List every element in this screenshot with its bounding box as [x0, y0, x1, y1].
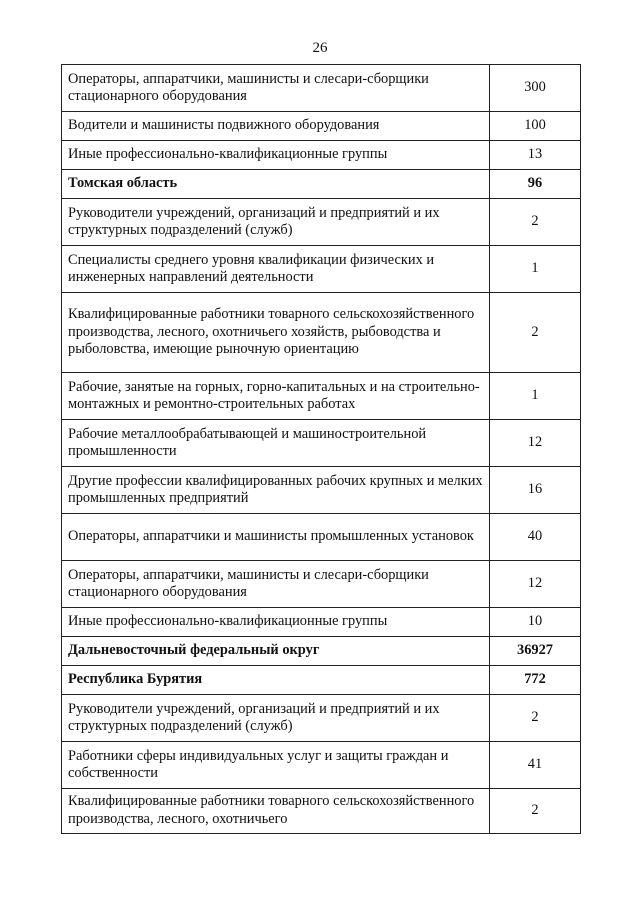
row-name: Рабочие металлообрабатывающей и машиностроительной промышленности: [62, 420, 490, 467]
row-value: 13: [490, 141, 581, 170]
row-value: 40: [490, 514, 581, 561]
row-name: Другие профессии квалифицированных рабочих крупных и мелких промышленных предприятий: [62, 467, 490, 514]
row-value: 100: [490, 112, 581, 141]
row-value: 12: [490, 561, 581, 608]
page-number: 26: [312, 40, 328, 56]
table-row: [62, 742, 581, 789]
row-name: Иные профессионально-квалификационные группы: [62, 141, 490, 170]
row-value: 12: [490, 420, 581, 467]
region-row: [62, 666, 581, 695]
table-row: [62, 420, 581, 467]
table-row: [62, 141, 581, 170]
table-row: [62, 514, 581, 561]
row-name: Руководители учреждений, организаций и предприятий и их структурных подразделений (служб): [62, 199, 490, 246]
region-name: Томская область: [62, 170, 490, 199]
table-row: [62, 467, 581, 514]
table-row: [62, 246, 581, 293]
table-row: [62, 695, 581, 742]
row-value: 2: [490, 789, 581, 834]
table-row: [62, 112, 581, 141]
row-value: 41: [490, 742, 581, 789]
row-name: Работники сферы индивидуальных услуг и защиты граждан и собственности: [62, 742, 490, 789]
row-name: Специалисты среднего уровня квалификации физических и инженерных направлений деятельности: [62, 246, 490, 293]
row-value: 2: [490, 199, 581, 246]
region-name: Республика Бурятия: [62, 666, 490, 695]
row-name: Водители и машинисты подвижного оборудования: [62, 112, 490, 141]
row-name: Операторы, аппаратчики, машинисты и слесари-сборщики стационарного оборудования: [62, 65, 490, 112]
row-value: 1: [490, 373, 581, 420]
district-total: 36927: [490, 637, 581, 666]
table-row: [62, 561, 581, 608]
region-total: 772: [490, 666, 581, 695]
table-row: [62, 65, 581, 112]
table-row: [62, 293, 581, 373]
row-value: 2: [490, 695, 581, 742]
district-row: [62, 637, 581, 666]
district-name: Дальневосточный федеральный округ: [62, 637, 490, 666]
row-value: 1: [490, 246, 581, 293]
table-row: [62, 608, 581, 637]
row-value: 10: [490, 608, 581, 637]
row-name: Операторы, аппаратчики, машинисты и слесари-сборщики стационарного оборудования: [62, 561, 490, 608]
row-name: Иные профессионально-квалификационные группы: [62, 608, 490, 637]
region-row: [62, 170, 581, 199]
table-row: [62, 789, 581, 834]
table-row: [62, 199, 581, 246]
row-value: 2: [490, 293, 581, 373]
row-name: Руководители учреждений, организаций и предприятий и их структурных подразделений (служб): [62, 695, 490, 742]
region-total: 96: [490, 170, 581, 199]
row-value: 16: [490, 467, 581, 514]
row-name: Квалифицированные работники товарного сельскохозяйственного производства, лесного, охотничьего: [62, 789, 490, 834]
row-value: 300: [490, 65, 581, 112]
row-name: Квалифицированные работники товарного сельскохозяйственного производства, лесного, охотничьего хозяйств, рыбоводства и рыболовства, имеющие рыночную ориентацию: [62, 293, 490, 373]
quota-table: [61, 64, 581, 834]
row-name: Операторы, аппаратчики и машинисты промышленных установок: [62, 514, 490, 561]
row-name: Рабочие, занятые на горных, горно-капитальных и на строительно-монтажных и ремонтно-строительных работах: [62, 373, 490, 420]
table-row: [62, 373, 581, 420]
